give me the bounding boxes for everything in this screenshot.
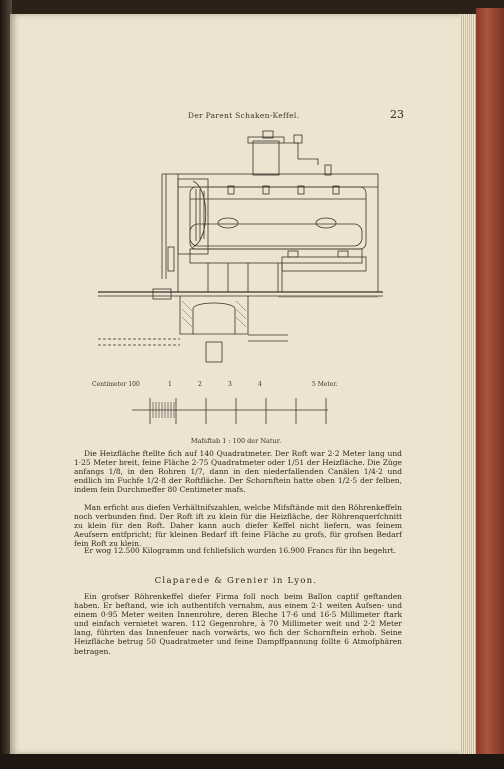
scale-tick-label: 2 [198,381,202,388]
paragraph: Man erficht aus diefen Verhältnifszahlen, welche Mifsftände mit den Röhrenkeffeln noch verbunden find. Der Roft ift zu klein für die Heizfläche, der Röhrenquerfchnitt zu klein für den Roft. Daher kann auch diefer Keffel nicht liefern, was feinem Aeufsern entfpricht; für kleinen Bedarf ift feine Fläche zu grofs, für grofsen Bedarf fein Roft zu klein. [74,503,402,549]
paragraph: Ein grofser Röhrenkeffel diefer Firma foll noch beim Ballon captif geftanden haben. Er beftand, wie ich authentifch vernahm, aus einem 2·1 weiten Aufsen- und einem 0·95 Meter weiten Innenrohre, deren Bleche 17·6 und 16·5 Millimeter ftark und einfach vernietet waren. 112 Gegenrohre, à 70 Millimeter weit und 2·2 Meter lang, führten das Innenfeuer nach vorwärts, wo fich der Schornftein erhob. Seine Heizfläche betrug 50 Quadratmeter und feine Dampffpannung follte 6 Atmofphären betragen. [74,592,402,656]
scale-label-left: Centimeter 100 [92,381,140,388]
bottom-shadow [0,754,504,769]
page-number: 23 [390,108,404,121]
scale-bar [128,388,338,432]
scale-tick-label: 4 [258,381,262,388]
scale-tick-label: 5 Meter. [312,381,338,388]
paragraph: Er wog 12.500 Kilogramm und fchliefslich wurden 16.900 Francs für ihn begehrt. [84,546,397,555]
section-heading: Claparede & Grenier in Lyon. [154,576,318,586]
scale-tick-label: 1 [168,381,172,388]
book-page [10,14,462,754]
paragraph: Die Heizfläche ftellte fich auf 140 Quadratmeter. Der Roft war 2·2 Meter lang und 1·25 Meter breit, feine Fläche 2·75 Quadratmeter oder 1/51 der Heizfläche. Die Züge anfangs 1/8, in den Rohren 1/7, dann in den niederfallenden Canälen 1/4·2 und endlich im Fuchfe 1/2·8 der Roftfläche. Der Schornftein hatte oben 1/2·5 der felben, indem fein Durchmeffer 80 Centimeter mafs. [74,449,402,495]
scale-tick-label: 3 [228,381,232,388]
page-edges [460,14,476,754]
running-head: Der Parent Schaken-Keffel. [188,111,300,120]
book-cover-edge [476,8,504,763]
figure-caption: Mafsftab 1 : 100 der Natur. [190,437,282,445]
boiler-section-figure [98,129,398,369]
